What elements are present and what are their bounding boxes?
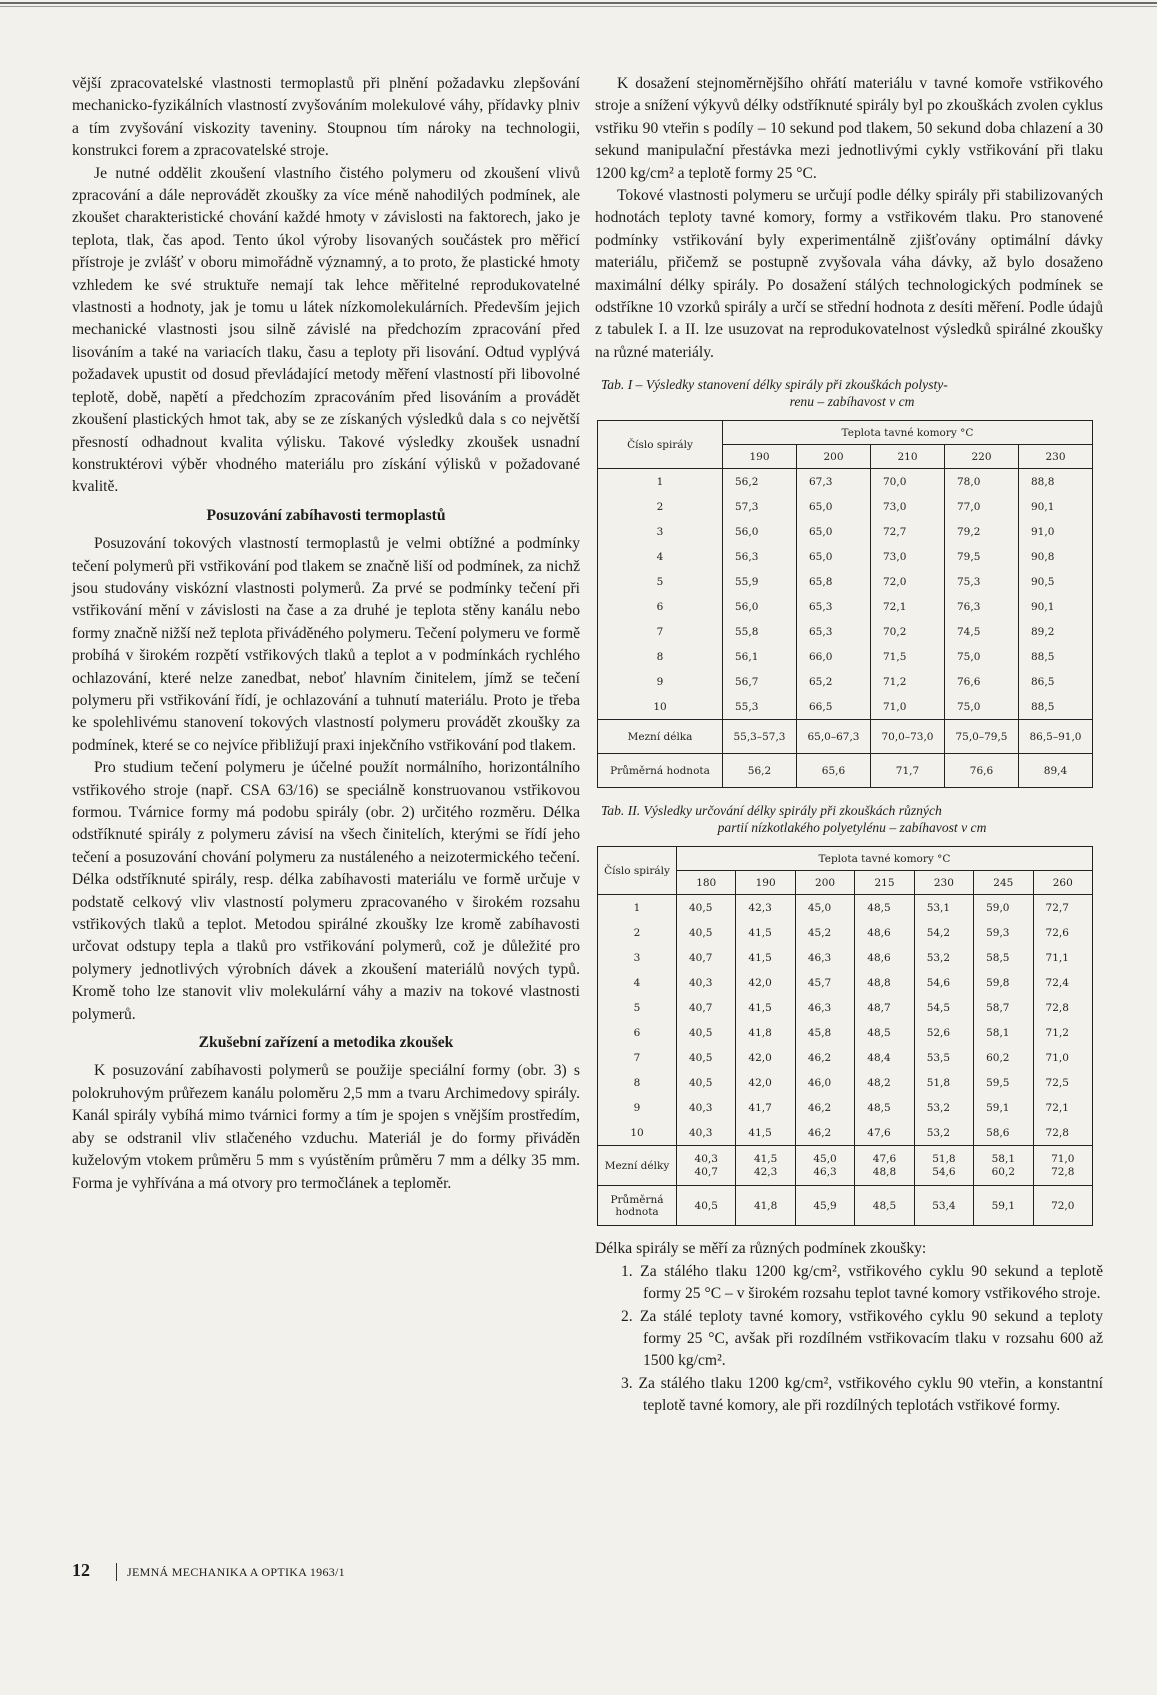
table-cell: 65,0–67,3 [797, 720, 871, 754]
table-row [598, 569, 1093, 594]
row-number: 3 [598, 945, 677, 970]
limit-high: 40,7 [694, 1165, 718, 1178]
table-cell: 53,2 [914, 1095, 973, 1120]
table1-caption-line1: – Výsledky stanovení délky spirály při zkouškách polysty- [632, 377, 948, 393]
left-column [72, 73, 580, 1195]
table-cell: 55,3–57,3 [723, 720, 797, 754]
table1-avg-row [598, 754, 1093, 788]
paragraph: K posuzování zabíhavosti polymerů se použije speciální formy (obr. 3) s polokruhovým průřezem kanálu poloměru 2,5 mm a tvaru Archimedovy spirály. Kanál spirály vybíhá mimo tvárnici formy a tím je spojen s vnějším prostředím, aby se odstranil vliv stlačeného vzduchu. Materiál je do formy přiváděn kuželovým vtokem průměru 5 mm s vyústěním průměru 7 mm a délky 35 mm. Forma je vyhřívána a má otvory pro termočlánek a teploměr. [72, 1062, 580, 1192]
table1-colhead: Teplota tavné komory °C [723, 421, 1093, 445]
table-cell: 53,2 [914, 945, 973, 970]
paragraph: Je nutné oddělit zkoušení vlastního čistého polymeru od zkoušení vlivů zpracování a dále neprovádět zkoušky za více méně nahodilých podmínek, ale zkoušet charakteristické chování každé hmoty v závislosti na faktorech, jako je teplota, tlak, čas apod. Tento úkol výroby lisovaných součástek pro měřicí přístroje je zvlášť v oboru mimořádně významný, a to proto, že plastické hmoty vzhledem ke své struktuře nemají tak lehce měřitelné reprodukovatelné vlastnosti a hodnoty, jak je tomu u látek nízkomolekulárních. Především jejich mechanické vlastnosti jsou silně závislé na předchozím zpracování před lisováním a také na variacích tlaku, času a teploty při lisování. Odtud vyplývá požadavek upustit od dosud převládající metody měření vlastností při libovolné teplotě, době, napětí a předchozím zpracováním před lisováním a provádět zkoušení plastických hmot tak, aby se ze získaných výsledků dala s co největší přesností odhadnout kvalita výlisku. Takové výsledky zkoušek usnadní konstruktérovi výběr vhodného materiálu pro získání výlisků v požadované kvalitě. [72, 164, 580, 496]
footer-separator [116, 1563, 117, 1581]
table-cell: 46,3 [795, 995, 854, 1020]
table1 [597, 420, 1093, 788]
table-cell: 41,7 [736, 1095, 795, 1120]
row-number: 1 [598, 469, 723, 495]
table2-caption-line1: Výsledky určování délky spirály při zkouškách různých [640, 803, 942, 819]
table-cell: 55,9 [723, 569, 797, 594]
table-cell: 48,4 [855, 1045, 914, 1070]
table-cell: 79,2 [945, 519, 1019, 544]
row-number: 5 [598, 569, 723, 594]
row-number: 9 [598, 1095, 677, 1120]
table2-temp-header: 190 [736, 871, 795, 895]
limit-high: 72,8 [1051, 1165, 1075, 1178]
table-cell: 55,3 [723, 694, 797, 720]
table-cell: 59,8 [974, 970, 1033, 995]
table1-limit-label: Mezní délka [598, 720, 723, 754]
table-cell: 72,4 [1033, 970, 1092, 995]
page-footer [72, 1560, 345, 1581]
table-row [598, 469, 1093, 495]
table-cell: 58,1 [974, 1020, 1033, 1045]
list-item: 1. Za stálého tlaku 1200 kg/cm², vstřikového cyklu 90 sekund a teplotě formy 25 °C – v širokém rozsahu teplot tavné komory vstřikového stroje. [621, 1262, 1103, 1303]
table-cell: 56,2 [723, 469, 797, 495]
table-cell: 45,8 [795, 1020, 854, 1045]
table-cell: 76,6 [945, 669, 1019, 694]
table-cell: 88,5 [1019, 694, 1093, 720]
table-cell: 46,2 [795, 1120, 854, 1146]
table-cell: 41,5 [736, 995, 795, 1020]
table-cell: 75,3 [945, 569, 1019, 594]
table-row [598, 694, 1093, 720]
table-row [598, 920, 1093, 945]
table1-rowhead: Číslo spirály [598, 421, 723, 469]
table-cell: 75,0 [945, 644, 1019, 669]
paragraph: vější zpracovatelské vlastnosti termoplastů při plnění požadavku zlepšování mechanicko-fyzikálních vlastností zvyšováním molekulové váhy, přídavky plniv a tím zvyšování viskozity taveniny. Stoupnou tím nároky na technologii, konstrukci forem a zpracovatelské stroje. [72, 75, 580, 160]
table1-caption [595, 376, 1103, 410]
table-cell: 40,3 [677, 1120, 736, 1146]
table-row [598, 895, 1093, 921]
table-cell: 40,5 [677, 920, 736, 945]
table-row [598, 519, 1093, 544]
table-cell: 40,5 [677, 1045, 736, 1070]
row-number: 7 [598, 1045, 677, 1070]
table-cell: 56,0 [723, 594, 797, 619]
page-number: 12 [72, 1560, 90, 1580]
table-cell: 41,8 [736, 1020, 795, 1045]
table1-caption-line2: renu – zabíhavost v cm [789, 394, 915, 410]
table-cell [855, 1146, 914, 1186]
table-cell: 40,5 [677, 1070, 736, 1095]
row-number: 2 [598, 494, 723, 519]
table-cell: 75,0 [945, 694, 1019, 720]
table1-temp-header: 220 [945, 445, 1019, 469]
table-cell: 42,0 [736, 970, 795, 995]
table-cell: 40,5 [677, 1020, 736, 1045]
table2 [597, 846, 1093, 1226]
table1-temp-header: 210 [871, 445, 945, 469]
table-cell: 48,5 [855, 895, 914, 921]
table-cell: 46,3 [795, 945, 854, 970]
table-cell: 46,2 [795, 1045, 854, 1070]
table-cell: 46,2 [795, 1095, 854, 1120]
table-cell: 40,5 [677, 1186, 736, 1226]
row-number: 7 [598, 619, 723, 644]
table-cell: 71,0 [1033, 1045, 1092, 1070]
table-cell: 72,7 [1033, 895, 1092, 921]
table-cell: 72,7 [871, 519, 945, 544]
row-number: 6 [598, 594, 723, 619]
table-cell: 72,6 [1033, 920, 1092, 945]
journal-name: JEMNÁ MECHANIKA A OPTIKA 1963/1 [127, 1564, 345, 1579]
table-cell: 45,7 [795, 970, 854, 995]
table-cell [736, 1146, 795, 1186]
limit-low: 47,6 [872, 1152, 897, 1165]
table-cell: 66,0 [797, 644, 871, 669]
table-cell: 58,6 [974, 1120, 1033, 1146]
table-row [598, 1095, 1093, 1120]
table-cell: 65,0 [797, 494, 871, 519]
table-cell: 53,5 [914, 1045, 973, 1070]
table-cell: 59,5 [974, 1070, 1033, 1095]
row-number: 5 [598, 995, 677, 1020]
row-number: 4 [598, 970, 677, 995]
limit-low: 41,5 [753, 1152, 778, 1165]
table-cell: 45,2 [795, 920, 854, 945]
table-cell: 74,5 [945, 619, 1019, 644]
table2-avg-label: Průměrná hodnota [598, 1186, 677, 1226]
row-number: 10 [598, 694, 723, 720]
table-cell: 48,6 [855, 945, 914, 970]
table-cell: 72,5 [1033, 1070, 1092, 1095]
table-cell: 88,5 [1019, 644, 1093, 669]
limit-low: 58,1 [991, 1152, 1016, 1165]
table-cell: 89,4 [1019, 754, 1093, 788]
paragraph: Pro studium tečení polymeru je účelné použít normálního, horizontálního vstřikového stroje (např. CSA 63/16) se speciálně konstruovanou vstřikovou formou. Tvárnice formy má podobu spirály (obr. 2) určitého rozměru. Délka odstříknuté spirály z polymeru závisí na všech činitelích, kterými se řídí jeho tečení a posuzování chování polymeru za nustáleného a neizotermického tečení. Délka odstříknuté spirály, resp. délka zabíhavosti materiálu ve formě určuje v podstatě celkový vliv vlastností polymeru zpracovaného v širokém rozsahu vstřikových tlaků a teplot. Metodou spirálné zkoušky lze kromě zabíhavosti určovat odstupy tepla a tlaků pro vstřikování polymerů, což je důležité pro polymery jednotlivých výrobních dávek a zkoušení materiálů nových typů. Kromě toho lze stanovit vliv molekulární váhy a maziv na tokové vlastnosti polymerů. [72, 759, 580, 1023]
table-row [598, 619, 1093, 644]
table-cell: 70,0 [871, 469, 945, 495]
table-cell [677, 1146, 736, 1186]
table2-temp-header: 180 [677, 871, 736, 895]
table-cell: 90,8 [1019, 544, 1093, 569]
table-cell: 90,5 [1019, 569, 1093, 594]
table-cell: 45,9 [795, 1186, 854, 1226]
table-cell: 46,0 [795, 1070, 854, 1095]
table-cell: 66,5 [797, 694, 871, 720]
row-number: 6 [598, 1020, 677, 1045]
table-cell: 65,2 [797, 669, 871, 694]
table-cell: 67,3 [797, 469, 871, 495]
table-cell: 52,6 [914, 1020, 973, 1045]
row-number: 4 [598, 544, 723, 569]
table-cell: 54,5 [914, 995, 973, 1020]
table-cell: 73,0 [871, 494, 945, 519]
row-number: 8 [598, 1070, 677, 1095]
table-cell: 65,3 [797, 619, 871, 644]
table-cell: 48,5 [855, 1095, 914, 1120]
table-cell: 48,6 [855, 920, 914, 945]
table-cell: 65,0 [797, 544, 871, 569]
table-cell: 56,3 [723, 544, 797, 569]
table-cell [795, 1146, 854, 1186]
table2-temp-header: 245 [974, 871, 1033, 895]
table2-rowhead: Číslo spirály [598, 847, 677, 895]
table-cell: 90,1 [1019, 594, 1093, 619]
table-cell: 42,3 [736, 895, 795, 921]
table-cell: 72,0 [1033, 1186, 1092, 1226]
table-cell: 59,0 [974, 895, 1033, 921]
table-cell: 72,8 [1033, 1120, 1092, 1146]
table2-limit-label: Mezní délky [598, 1146, 677, 1186]
table-cell: 72,1 [1033, 1095, 1092, 1120]
table-row [598, 995, 1093, 1020]
table-cell: 72,1 [871, 594, 945, 619]
table-cell: 91,0 [1019, 519, 1093, 544]
limit-high: 60,2 [991, 1165, 1016, 1178]
paragraph: Tokové vlastnosti polymeru se určují podle délky spirály při stabilizovaných hodnotách teploty tavné komory, formy a vstřikovém tlaku. Pro stanovené podmínky vstřikování byly experimentálně zjišťovány optimální dávky materiálu, přičemž se postupně zvyšovala váha dávky, až bylo dosaženo maximální délky spirály. Po dosažení stálých technologických podmínek se odstříkne 10 vzorků spirály a určí se střední hodnota z desíti měření. Podle údajů z tabulek I. a II. lze usuzovat na reprodukovatelnost výsledků spirálné zkoušky na různé materiály. [595, 187, 1103, 361]
table2-caption [595, 802, 1103, 836]
table-cell: 42,0 [736, 1070, 795, 1095]
table-row [598, 1020, 1093, 1045]
table-cell: 53,2 [914, 1120, 973, 1146]
table-cell: 48,5 [855, 1020, 914, 1045]
table-cell: 86,5–91,0 [1019, 720, 1093, 754]
limit-high: 46,3 [813, 1165, 837, 1178]
table-cell: 58,7 [974, 995, 1033, 1020]
paragraph: Délka spirály se měří za různých podmínek zkoušky: [595, 1240, 927, 1258]
table-cell: 40,7 [677, 945, 736, 970]
table-cell: 65,3 [797, 594, 871, 619]
table-cell: 54,6 [914, 970, 973, 995]
table-cell: 72,0 [871, 569, 945, 594]
right-column [595, 73, 1103, 1418]
table-cell: 71,1 [1033, 945, 1092, 970]
table-cell: 40,3 [677, 1095, 736, 1120]
top-rule [0, 2, 1157, 4]
table-cell: 48,8 [855, 970, 914, 995]
list-item: 3. Za stálého tlaku 1200 kg/cm², vstřikového cyklu 90 vteřin, a konstantní teplotě tavné komory, ale při rozdílných teplotách vstřikové formy. [621, 1374, 1103, 1415]
row-number: 3 [598, 519, 723, 544]
limit-low: 40,3 [694, 1152, 718, 1165]
table-cell: 56,2 [723, 754, 797, 788]
table2-caption-line2: partií nízkotlakého polyetylénu – zabíhavost v cm [717, 820, 987, 836]
table-cell: 59,1 [974, 1095, 1033, 1120]
table-cell: 73,0 [871, 544, 945, 569]
table-cell: 40,7 [677, 995, 736, 1020]
table-cell: 75,0–79,5 [945, 720, 1019, 754]
table-row [598, 945, 1093, 970]
table-cell: 70,0–73,0 [871, 720, 945, 754]
table-cell: 71,2 [1033, 1020, 1092, 1045]
table2-colhead: Teplota tavné komory °C [677, 847, 1093, 871]
table-cell: 48,7 [855, 995, 914, 1020]
limit-low: 71,0 [1051, 1152, 1075, 1165]
table-cell: 59,3 [974, 920, 1033, 945]
table-cell: 65,8 [797, 569, 871, 594]
table-cell: 57,3 [723, 494, 797, 519]
list-item: 2. Za stálé teploty tavné komory, vstřikového cyklu 90 sekund a teploty formy 25 °C, avšak při rozdílném vstřikovacím tlaku v rozsahu 600 až 1500 kg/cm². [621, 1307, 1103, 1370]
table-cell: 42,0 [736, 1045, 795, 1070]
table2-temp-header: 200 [795, 871, 854, 895]
table-cell: 51,8 [914, 1070, 973, 1095]
limit-high: 54,6 [932, 1165, 956, 1178]
paragraph: Posuzování tokových vlastností termoplastů je velmi obtížné a podmínky tečení polymerů při vstřikování pod tlakem se značně liší od podmínek, za nichž jsou studovány viskózní vlastnosti polymerů. Za prvé se podmínky tečení při vstřikování mění v závislosti na čase a za druhé je teplota stěny kanálu nebo formy značně nižší než teplota přiváděného polymeru. Tečení polymeru ve formě probíhá v širokém rozpětí vstřikových tlaků a teplot a v podmínkách rychlého ochlazování, které nelze zanedbat, neboť hlavním činitelem, jímž se tečení polymeru při vstřikování řídí, je ochlazování a tuhnutí materiálu. Proto je třeba ke spolehlivému stanovení tokových vlastností polymeru provádět zkoušky za podmínek, které se co nejvíce přibližují praxi injekčního vstřikování pod tlakem. [72, 535, 580, 754]
table-cell: 90,1 [1019, 494, 1093, 519]
table2-caption-label: Tab. II. [601, 803, 641, 819]
table-row [598, 1070, 1093, 1095]
table-cell: 78,0 [945, 469, 1019, 495]
table1-temp-header: 230 [1019, 445, 1093, 469]
conditions-list [595, 1261, 1103, 1418]
table-cell [914, 1146, 973, 1186]
table-cell: 76,3 [945, 594, 1019, 619]
row-number: 8 [598, 644, 723, 669]
table2-temp-header: 215 [855, 871, 914, 895]
table-cell: 47,6 [855, 1120, 914, 1146]
table-row [598, 544, 1093, 569]
table-cell: 48,2 [855, 1070, 914, 1095]
table-cell: 59,1 [974, 1186, 1033, 1226]
section-heading: Posuzování zabíhavosti termoplastů [206, 506, 446, 524]
table-row [598, 970, 1093, 995]
table-cell: 58,5 [974, 945, 1033, 970]
table-cell: 71,7 [871, 754, 945, 788]
table-row [598, 1120, 1093, 1146]
table-cell: 79,5 [945, 544, 1019, 569]
table-row [598, 494, 1093, 519]
table-cell [974, 1146, 1033, 1186]
table-cell: 71,5 [871, 644, 945, 669]
table-cell: 65,0 [797, 519, 871, 544]
row-number: 2 [598, 920, 677, 945]
table2-temp-header: 260 [1033, 871, 1092, 895]
table-cell: 70,2 [871, 619, 945, 644]
table-cell [1033, 1146, 1092, 1186]
table-cell: 54,2 [914, 920, 973, 945]
table-cell: 76,6 [945, 754, 1019, 788]
row-number: 1 [598, 895, 677, 921]
table-cell: 56,0 [723, 519, 797, 544]
table-cell: 41,5 [736, 920, 795, 945]
table2-limit-row [598, 1146, 1093, 1186]
table-row [598, 1045, 1093, 1070]
table-cell: 55,8 [723, 619, 797, 644]
table-cell: 45,0 [795, 895, 854, 921]
table-cell: 41,5 [736, 945, 795, 970]
table-cell: 72,8 [1033, 995, 1092, 1020]
table1-caption-label: Tab. I [601, 377, 633, 393]
limit-high: 48,8 [872, 1165, 897, 1178]
table-cell: 56,1 [723, 644, 797, 669]
row-number: 9 [598, 669, 723, 694]
table-cell: 65,6 [797, 754, 871, 788]
table-cell: 77,0 [945, 494, 1019, 519]
section-heading: Zkušební zařízení a metodika zkoušek [198, 1034, 454, 1052]
table-cell: 86,5 [1019, 669, 1093, 694]
limit-low: 51,8 [932, 1152, 956, 1165]
limit-high: 42,3 [753, 1165, 778, 1178]
table-cell: 88,8 [1019, 469, 1093, 495]
table-cell: 71,2 [871, 669, 945, 694]
paragraph: K dosažení stejnoměrnějšího ohřátí materiálu v tavné komoře vstřikového stroje a snížení výkyvů délky odstříknuté spirály byl po zkouškách zvolen cyklus vstřiku 90 vteřin s podíly – 10 sekund pod tlakem, 50 sekund doba chlazení a 30 sekund manipulační přestávka mezi jednotlivými cykly vstřikování při tlaku 1200 kg/cm² a teplotě formy 25 °C. [595, 75, 1103, 182]
table1-avg-label: Průměrná hodnota [598, 754, 723, 788]
table-cell: 89,2 [1019, 619, 1093, 644]
table-cell: 41,5 [736, 1120, 795, 1146]
table-cell: 60,2 [974, 1045, 1033, 1070]
limit-low: 45,0 [813, 1152, 837, 1165]
table2-avg-row [598, 1186, 1093, 1226]
table-cell: 48,5 [855, 1186, 914, 1226]
table1-temp-header: 190 [723, 445, 797, 469]
table1-limit-row [598, 720, 1093, 754]
table-cell: 41,8 [736, 1186, 795, 1226]
row-number: 10 [598, 1120, 677, 1146]
table1-temp-header: 200 [797, 445, 871, 469]
table-cell: 53,1 [914, 895, 973, 921]
table-cell: 40,3 [677, 970, 736, 995]
table-cell: 71,0 [871, 694, 945, 720]
top-rule-thin [0, 6, 1157, 7]
table-row [598, 644, 1093, 669]
table-cell: 40,5 [677, 895, 736, 921]
table-cell: 53,4 [914, 1186, 973, 1226]
table2-temp-header: 230 [914, 871, 973, 895]
table-row [598, 594, 1093, 619]
table-cell: 56,7 [723, 669, 797, 694]
table-row [598, 669, 1093, 694]
